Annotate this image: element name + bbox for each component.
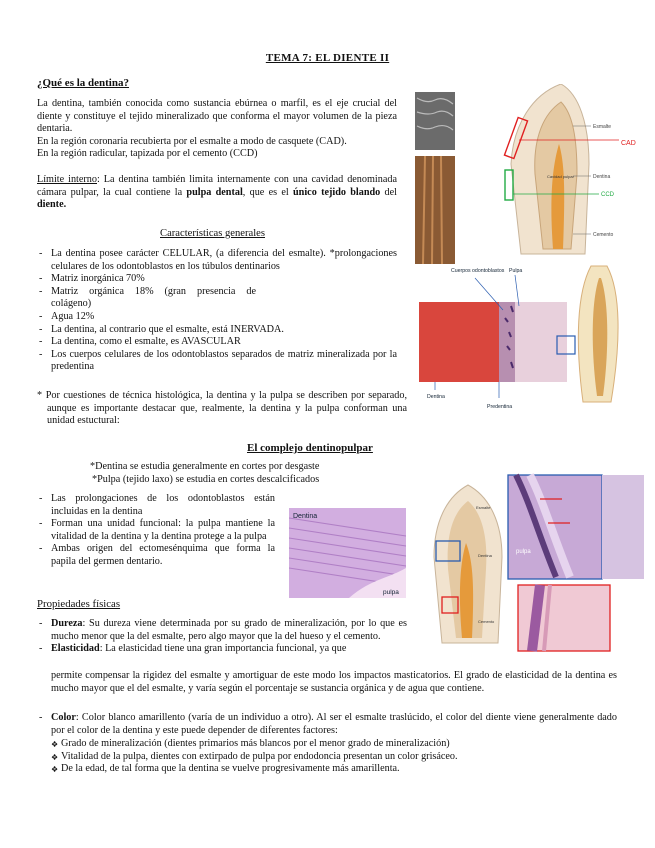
list-item-text: Ambas origen del ectomesénquima que forma la papila del germen dentario. <box>51 543 275 567</box>
list-item-text: La dentina, al contrario que el esmalte, está INERVADA. <box>51 323 284 335</box>
limite-interno-paragraph <box>37 174 397 212</box>
complejo-svg <box>420 473 645 653</box>
list-item-color <box>37 712 617 737</box>
list-item-text: Los cuerpos celulares de los odontoblastos separados de matriz mineralizada por la predentina <box>51 348 397 373</box>
intro-paragraph <box>37 98 397 161</box>
list-item <box>37 311 397 324</box>
histology-note: * Por cuestiones de técnica histológica, la dentina y la pulpa se describen por separado, aunque es importante destacar que, realmente, la dentina y la pulpa conforman una unidad estuctural: <box>37 390 407 427</box>
list-item <box>37 336 397 349</box>
label-dentina: Dentina <box>593 174 611 180</box>
list-item-text: La dentina, como el esmalte, es AVASCULAR <box>51 336 241 348</box>
dureza-label: Dureza <box>51 618 83 629</box>
odontoblast-figure <box>415 262 645 422</box>
complejo-note-2: *Pulpa (tejido laxo) se estudia en cortes descalcificados <box>92 474 320 485</box>
color-factors-list <box>51 738 617 776</box>
label-esmalte: Esmalte <box>593 124 612 130</box>
list-item <box>37 543 275 568</box>
intro-text-3: En la región radicular, tapizada por el cemento (CCD) <box>37 148 258 160</box>
list-item <box>37 324 397 337</box>
color-label: Color <box>51 712 76 723</box>
dentina-pulpa-micrograph <box>289 508 406 598</box>
limite-bold-3: diente. <box>37 199 67 211</box>
label-cemento: Cemento <box>593 232 614 238</box>
elasticidad-continuation: permite compensar la rigidez del esmalte y amortiguar de este modo los impactos masticatorios. El grado de elasticidad de la dentina es mucho mayor que el del esmalte, y varía según el porcentaje se sustancia orgánica y de agua que contiene. <box>51 670 617 694</box>
list-item-dureza <box>37 618 407 643</box>
intro-text-2: En la región coronaria recubierta por el esmalte a modo de casquete (CAD). <box>37 135 347 147</box>
limite-bold-2: único tejido blando <box>293 186 381 198</box>
list-item <box>37 349 397 374</box>
tooth-section-svg <box>413 84 645 274</box>
list-item-text: Matriz inorgánica 70% <box>51 273 145 285</box>
label-dentina-2: Dentina <box>478 553 492 558</box>
caracteristicas-list <box>37 248 397 374</box>
complejo-note-1: *Dentina se estudia generalmente en cortes por desgaste <box>90 461 320 472</box>
list-item <box>37 493 275 518</box>
dureza-text: : Su dureza viene determinada por su grado de mineralización, por lo que es mucho menor que la del esmalte, pero algo mayor que la del hueso y el cemento. <box>51 618 407 642</box>
label-esmalte-2: Esmalte <box>476 505 491 510</box>
odontoblast-svg <box>415 262 645 422</box>
label-predentina: Predentina <box>487 404 513 410</box>
propiedades-heading: Propiedades físicas <box>37 598 121 610</box>
label-pulpa-fig2: Pulpa <box>509 268 523 274</box>
dentina-pulpa-svg <box>289 508 406 598</box>
list-item-text: La dentina posee carácter CELULAR, (a diferencia del esmalte). *prolongaciones celulares de los odontoblastos en los túbulos dentinarios <box>51 248 397 272</box>
list-item <box>37 273 397 286</box>
limite-text-3: del <box>380 186 397 198</box>
elasticidad-label: Elasticidad <box>51 643 100 655</box>
list-item: ❖ Vitalidad de la pulpa, dientes con extirpado de pulpa por endodoncia presentan un color grisáceo. <box>51 751 617 764</box>
propiedades-list-a <box>37 618 407 656</box>
list-item: ❖ De la edad, de tal forma que la dentina se vuelve progresivamente más amarillenta. <box>51 763 617 776</box>
limite-label: Límite interno <box>37 174 97 185</box>
label-camara: Cavidad pulpar <box>547 174 574 179</box>
label-cuerpos: Cuerpos odontoblastos <box>451 268 505 274</box>
limite-text-2: , que es el <box>242 186 294 198</box>
list-item <box>37 518 275 543</box>
complejo-heading: El complejo dentinopulpar <box>247 442 373 454</box>
propiedades-list-b <box>37 712 617 737</box>
limite-bold-1: pulpa dental <box>186 186 243 198</box>
label-dentina-fig2: Dentina <box>427 394 445 400</box>
label-ccd: CCD <box>601 192 614 198</box>
elasticidad-text-1: : La elasticidad tiene una gran importancia funcional, ya que <box>99 643 347 655</box>
label-pulpa-fig3: pulpa <box>383 589 399 596</box>
section-heading-dentina: ¿Qué es la dentina? <box>37 77 129 89</box>
tooth-section-figure <box>413 84 645 274</box>
label-cemento-2: Cemento <box>478 619 495 624</box>
list-item-text: Agua 12% <box>51 310 95 322</box>
list-item <box>37 286 256 311</box>
micrograph-ccd <box>415 156 455 264</box>
complejo-list <box>37 493 275 569</box>
list-item-elasticidad <box>37 643 407 656</box>
label-pulpa-fig4: pulpa <box>516 549 531 555</box>
limite-text-1: : La dentina también limita internamente con una cavidad denominada cámara pulpar, la cual contiene la <box>37 174 397 198</box>
intro-text-1: La dentina, también conocida como sustancia ebúrnea o marfil, es el eje crucial del diente y constituye el tejido mineralizado que conforma el mayor volumen de la pieza dentaria. <box>37 98 397 135</box>
color-text: : Color blanco amarillento (varía de un individuo a otro). Al ser el esmalte traslúcido, el color del diente viene generalmente dado por el color de la dentina y este puede depender de diferentes factores: <box>51 712 617 736</box>
list-item-text: Las prolongaciones de los odontoblastos están incluidas en la dentina <box>51 493 275 517</box>
list-item-text: Forman una unidad funcional: la pulpa mantiene la vitalidad de la dentina y la dentina protege a la pulpa <box>51 518 275 542</box>
list-item-text: Matriz orgánica 18% (gran presencia de colágeno) <box>51 285 256 310</box>
label-dentina-fig3: Dentina <box>293 513 318 520</box>
page-title: TEMA 7: EL DIENTE II <box>265 52 390 64</box>
list-item: ❖ Grado de mineralización (dientes primarios más blancos por el menor grado de mineralización) <box>51 738 617 751</box>
caracteristicas-heading: Características generales <box>160 228 265 239</box>
complejo-figure <box>420 473 645 653</box>
label-cad: CAD <box>621 140 636 147</box>
list-item <box>37 248 397 273</box>
